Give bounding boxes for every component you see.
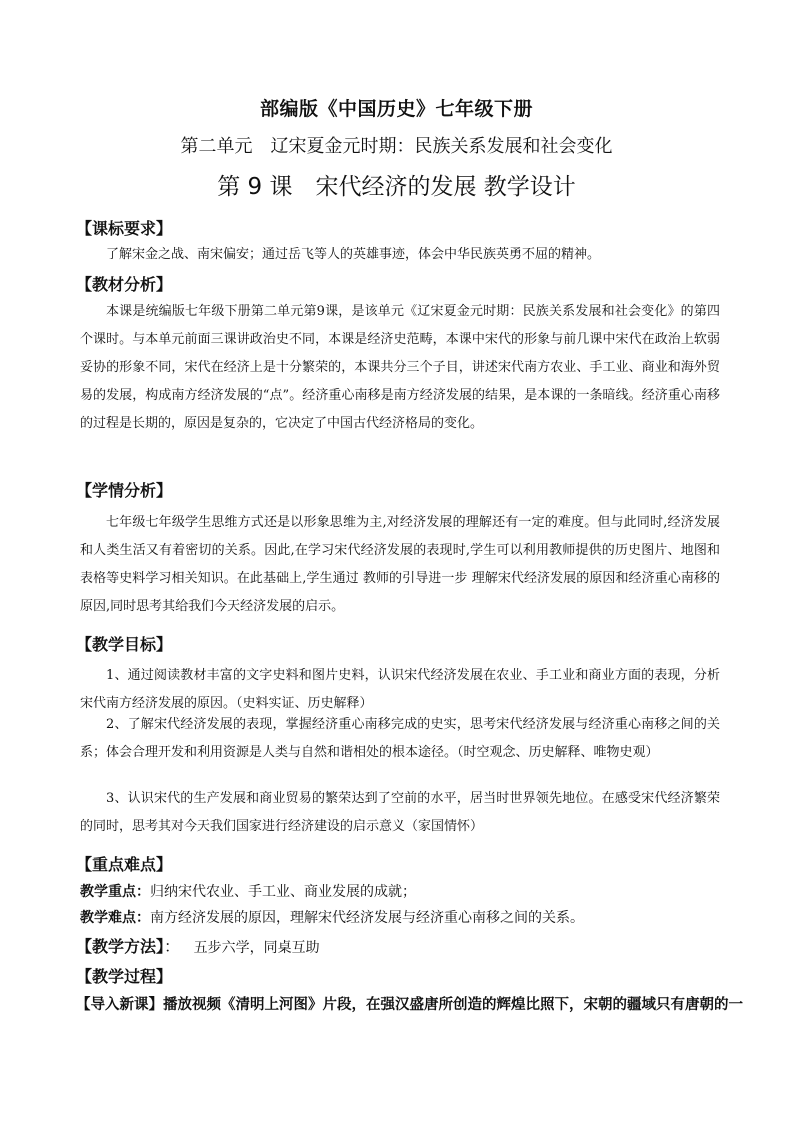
method-sep: ： xyxy=(164,937,181,956)
heading-process: 【教学过程】 xyxy=(76,967,173,986)
book-title: 部编版《中国历史》七年级下册 xyxy=(259,98,533,120)
goal-item-3: 3、认识宋代的生产发展和商业贸易的繁荣达到了空前的水平，居当时世界领先地位。在感受宋代经济繁荣的同时，思考其对今天我们国家进行经济建设的启示意义（家国情怀） xyxy=(80,791,720,834)
focus-line xyxy=(80,881,730,901)
difficulty-text: 南方经济发展的原因，理解宋代经济发展与经济重心南移之间的关系。 xyxy=(150,910,584,926)
difficulty-line xyxy=(80,907,730,927)
heading-method: 【教学方法】 xyxy=(76,937,165,956)
heading-students: 【学情分析】 xyxy=(76,481,173,500)
students-text: 七年级七年级学生思维方式还是以形象思维为主,对经济发展的理解还有一定的难度。但与此同时,经济发展和人类生活又有着密切的关系。因此,在学习宋代经济发展的表现时,学生可以利用教师提供的历史图片、地图和表格等史料学习相关知识。在此基础上,学生通过 教师的引导进一步 理解宋代经济发展的原因和经济重心南移的原因,同时思考其给我们今天经济发展的启示。 xyxy=(80,515,720,614)
standard-text: 了解宋金之战、南宋偏安；通过岳飞等人的英雄事迹，体会中华民族英勇不屈的精神。 xyxy=(106,247,601,262)
textbook-text: 本课是统编版七年级下册第二单元第9课，是该单元《辽宋夏金元时期：民族关系发展和社会变化》的第四个课时。与本单元前面三课讲政治史不同，本课是经济史范畴，本课中宋代的形象与前几课中宋代在政治上软弱妥协的形象不同，宋代在经济上是十分繁荣的，本课共分三个子目，讲述宋代南方农业、手工业、商业和海外贸易的发展，构成南方经济发展的“点”。经济重心南移是南方经济发展的结果，是本课的一条暗线。经济重心南移的过程是长期的，原因是复杂的，它决定了中国古代经济格局的变化。 xyxy=(80,304,720,431)
method-text: 五步六学，同桌互助 xyxy=(193,940,320,956)
intro-line xyxy=(76,993,743,1014)
lesson-title: 第 9 课 宋代经济的发展 教学设计 xyxy=(217,174,576,200)
intro-text: 播放视频《清明上河图》片段，在强汉盛唐所创造的辉煌比照下，宋朝的疆域只有唐朝的一 xyxy=(163,997,743,1013)
goal-item-2: 2、了解宋代经济发展的表现，掌握经济重心南移完成的史实，思考宋代经济发展与经济重心南移之间的关系；体会合理开发和利用资源是人类与自然和谐相处的根本途径。（时空观念、历史解释、唯物史观） xyxy=(80,717,720,760)
goal-item-1: 1、通过阅读教材丰富的文字史料和图片史料，认识宋代经济发展在农业、手工业和商业方面的表现，分析宋代南方经济发展的原因。（史料实证、历史解释） xyxy=(80,668,720,711)
difficulty-label: 教学难点： xyxy=(80,910,150,926)
heading-standard: 【课标要求】 xyxy=(76,219,173,238)
method-line xyxy=(76,934,320,957)
unit-title: 第二单元 辽宋夏金元时期：民族关系发展和社会变化 xyxy=(180,136,613,157)
intro-label: 【导入新课】 xyxy=(76,997,163,1013)
heading-keypoints: 【重点难点】 xyxy=(76,855,173,874)
focus-text: 归纳宋代农业、手工业、商业发展的成就； xyxy=(150,884,416,900)
heading-goals: 【教学目标】 xyxy=(76,635,173,654)
heading-textbook: 【教材分析】 xyxy=(76,275,173,294)
focus-label: 教学重点： xyxy=(80,884,150,900)
